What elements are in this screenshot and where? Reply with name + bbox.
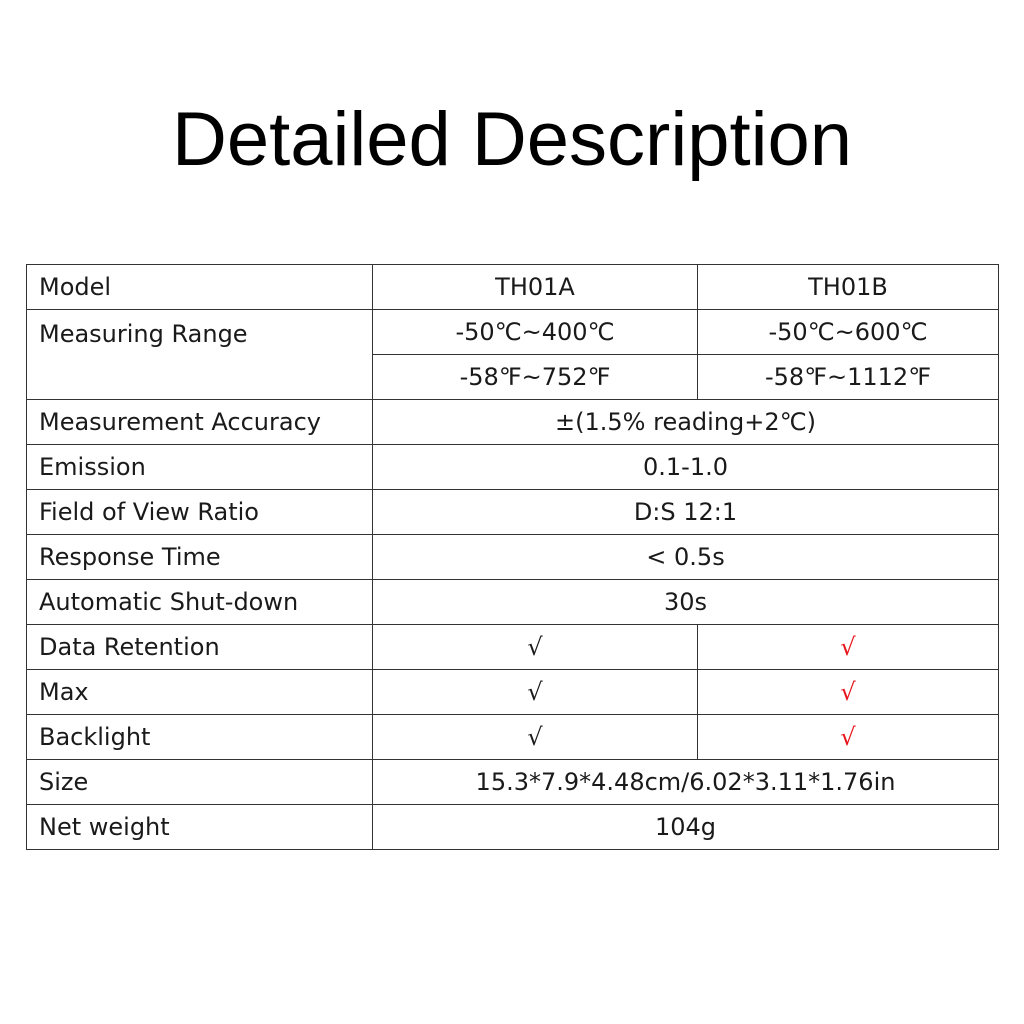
row-label-model: Model: [27, 265, 373, 310]
range-fahrenheit-th01a: -58℉~752℉: [373, 355, 698, 400]
accuracy-value: ±(1.5% reading+2℃): [373, 400, 999, 445]
table-row-backlight: [27, 715, 999, 760]
check-icon: √: [840, 678, 856, 706]
row-label-net-weight: Net weight: [27, 805, 373, 850]
field-of-view-value: D:S 12:1: [373, 490, 999, 535]
auto-shutdown-value: 30s: [373, 580, 999, 625]
table-row-accuracy: [27, 400, 999, 445]
row-label-field-of-view: Field of View Ratio: [27, 490, 373, 535]
data-retention-th01a: [373, 625, 698, 670]
check-icon: √: [527, 723, 543, 751]
row-label-size: Size: [27, 760, 373, 805]
column-header-th01b: TH01B: [698, 265, 999, 310]
range-celsius-th01b: -50℃~600℃: [698, 310, 999, 355]
check-icon: √: [840, 723, 856, 751]
backlight-th01b: [698, 715, 999, 760]
max-th01a: [373, 670, 698, 715]
page-title: Detailed Description: [171, 97, 853, 182]
table-row-measuring-range: [27, 310, 999, 355]
range-fahrenheit-th01b: -58℉~1112℉: [698, 355, 999, 400]
row-label-measuring-range: [27, 310, 373, 400]
row-label-max: Max: [27, 670, 373, 715]
max-th01b: [698, 670, 999, 715]
response-time-value: < 0.5s: [373, 535, 999, 580]
table-row-emission: [27, 445, 999, 490]
spec-table: [26, 264, 999, 850]
row-label-data-retention: Data Retention: [27, 625, 373, 670]
table-row-net-weight: [27, 805, 999, 850]
net-weight-value: 104g: [373, 805, 999, 850]
table-row-auto-shutdown: [27, 580, 999, 625]
range-celsius-th01a: -50℃~400℃: [373, 310, 698, 355]
table-row-field-of-view: [27, 490, 999, 535]
row-label-auto-shutdown: Automatic Shut-down: [27, 580, 373, 625]
table-row-model: [27, 265, 999, 310]
column-header-th01a: TH01A: [373, 265, 698, 310]
check-icon: √: [840, 633, 856, 661]
check-icon: √: [527, 678, 543, 706]
row-label-emission: Emission: [27, 445, 373, 490]
row-label-response-time: Response Time: [27, 535, 373, 580]
data-retention-th01b: [698, 625, 999, 670]
size-value: 15.3*7.9*4.48cm/6.02*3.11*1.76in: [373, 760, 999, 805]
table-row-response-time: [27, 535, 999, 580]
measuring-range-label: Measuring Range: [39, 320, 248, 348]
table-row-data-retention: [27, 625, 999, 670]
emission-value: 0.1-1.0: [373, 445, 999, 490]
table-row-size: [27, 760, 999, 805]
table-row-max: [27, 670, 999, 715]
row-label-backlight: Backlight: [27, 715, 373, 760]
row-label-accuracy: Measurement Accuracy: [27, 400, 373, 445]
backlight-th01a: [373, 715, 698, 760]
check-icon: √: [527, 633, 543, 661]
